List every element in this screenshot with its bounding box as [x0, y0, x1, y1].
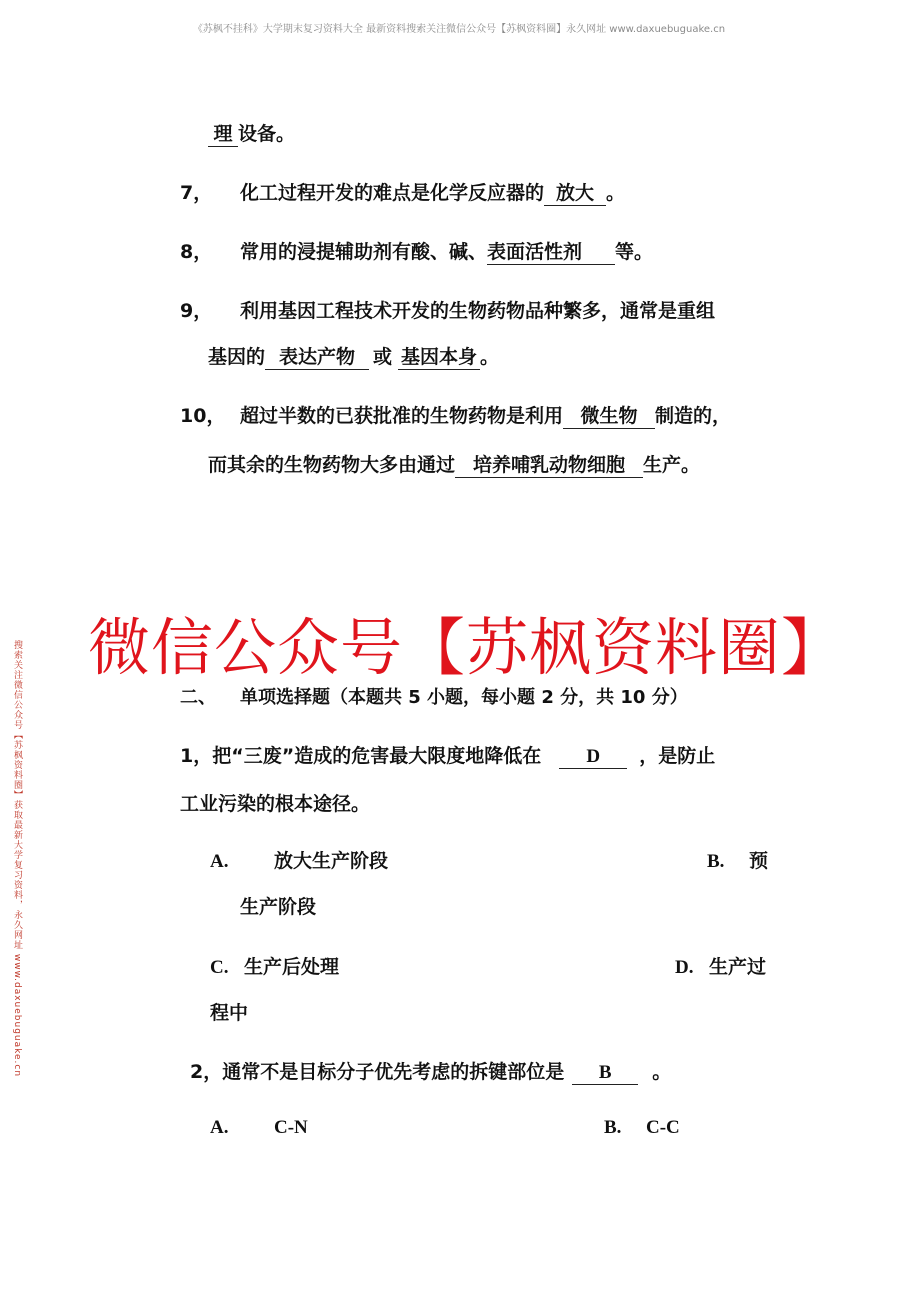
- option-text: C-N: [274, 1117, 308, 1138]
- question-end: 等。: [615, 241, 654, 263]
- mcq1-option-d: [675, 952, 766, 979]
- question-text: 常用的浸提辅助剂有酸、碱、: [240, 241, 488, 263]
- fill-question-9-line2: [208, 342, 499, 370]
- fill-blank: 表达产物: [265, 347, 369, 370]
- option-text: C-C: [646, 1117, 680, 1138]
- option-text: 生产后处理: [244, 956, 340, 978]
- side-note: 搜索关注微信公众号【苏枫资料圈】获取最新大学复习资料，永久网址 www.daxuebuguake.cn: [12, 640, 22, 1078]
- answer-blank: B: [572, 1062, 638, 1085]
- fill-blank: 理: [208, 124, 238, 147]
- fill-question-8: [180, 237, 653, 265]
- option-text: 放大生产阶段: [274, 850, 389, 872]
- question-end: 生产。: [643, 454, 701, 476]
- watermark: 微信公众号【苏枫资料圈】: [88, 611, 845, 684]
- mcq2-option-b: [604, 1116, 680, 1139]
- option-label: D.: [675, 957, 694, 978]
- fill-blank: 微生物: [563, 406, 655, 429]
- question-text: 基因的: [208, 346, 266, 368]
- question-text: 把“三废”造成的危害最大限度地降低在: [212, 745, 542, 767]
- mcq-question-1: [180, 741, 715, 769]
- question-text: 制造的，: [655, 405, 732, 427]
- page-header: 《苏枫不挂科》大学期末复习资料大全 最新资料搜索关注微信公众号【苏枫资料圈】永久网址 www.daxuebuguake.cn: [192, 24, 726, 35]
- option-label: B.: [604, 1117, 622, 1138]
- question-text: ，是防止: [639, 745, 716, 767]
- fill-blank: 基因本身: [398, 347, 480, 370]
- question-number: 10，: [180, 405, 226, 427]
- mcq1-option-b-line2: [240, 892, 316, 919]
- option-label: B.: [707, 851, 725, 872]
- fill-question-10-line2: [208, 450, 700, 478]
- section-number: 二、: [180, 687, 216, 708]
- question-number: 7，: [180, 182, 213, 204]
- fill-question-10: [180, 401, 731, 429]
- mcq1-option-c: [210, 952, 339, 979]
- option-label: C.: [210, 957, 229, 978]
- question-text: 通常不是目标分子优先考虑的拆键部位是: [222, 1061, 565, 1083]
- question-text: 超过半数的已获批准的生物药物是利用: [240, 405, 564, 427]
- fill-text: 设备。: [238, 123, 296, 145]
- question-text: 利用基因工程技术开发的生物药物品种繁多，通常是重组: [240, 300, 716, 322]
- fill-continuation: [208, 119, 295, 147]
- question-number: 1，: [180, 745, 213, 767]
- fill-question-7: [180, 178, 625, 206]
- mcq-question-1-line2: [180, 789, 370, 816]
- question-text: 而其余的生物药物大多由通过: [208, 454, 456, 476]
- question-end: 。: [480, 346, 500, 368]
- fill-question-9: [180, 296, 715, 323]
- option-label: A.: [210, 851, 229, 872]
- fill-blank: 培养哺乳动物细胞: [455, 455, 643, 478]
- question-end: 。: [652, 1061, 672, 1083]
- section-heading: [180, 683, 688, 709]
- mcq1-option-b: [707, 846, 768, 873]
- option-label: A.: [210, 1117, 229, 1138]
- option-text: 生产过: [709, 956, 767, 978]
- section-title: 单项选择题（本题共 5 小题，每小题 2 分，共 10 分）: [240, 687, 688, 708]
- mcq-question-2: [190, 1057, 671, 1085]
- question-text: 化工过程开发的难点是化学反应器的: [240, 182, 545, 204]
- option-text: 生产阶段: [240, 896, 317, 918]
- fill-blank: 表面活性剂: [487, 242, 615, 265]
- mcq2-option-a: [210, 1116, 308, 1139]
- question-number: 2，: [190, 1061, 223, 1083]
- question-number: 9，: [180, 300, 213, 322]
- question-end: 。: [606, 182, 626, 204]
- mcq1-option-a: [210, 846, 388, 873]
- question-number: 8，: [180, 241, 213, 263]
- mcq1-option-d-line2: [210, 998, 248, 1025]
- option-text: 预: [749, 850, 769, 872]
- question-text: 工业污染的根本途径。: [180, 793, 371, 815]
- fill-blank: 放大: [544, 183, 606, 206]
- question-text: 或: [373, 346, 393, 368]
- answer-blank: D: [559, 746, 627, 769]
- option-text: 程中: [210, 1002, 249, 1024]
